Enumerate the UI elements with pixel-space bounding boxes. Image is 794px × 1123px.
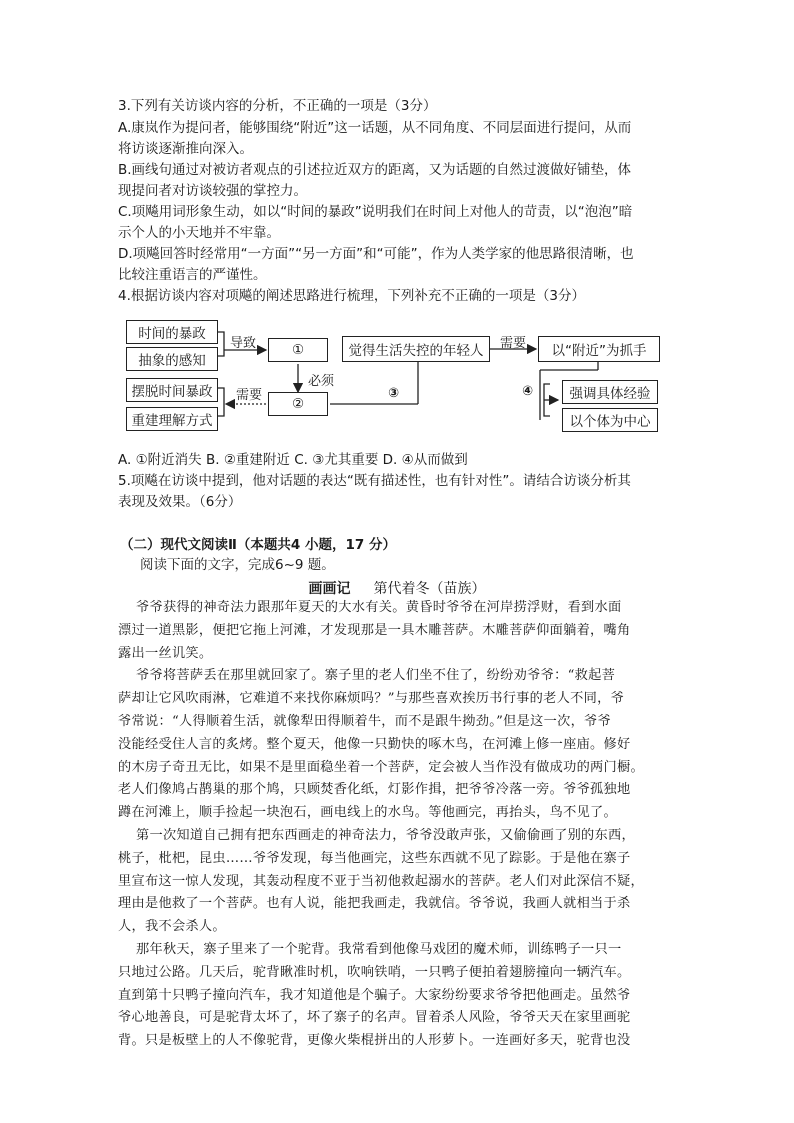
label-blank-4: ④ [522, 384, 534, 399]
story-line: 那年秋天，寨子里来了一个驼背。我常看到他像马戏团的魔术师，训练鸭子一只一 [118, 942, 622, 957]
box-abstract-perception: 抽象的感知 [126, 347, 218, 371]
story-line: 背。只是板壁上的人不像驼背，更像火柴棍拼出的人形萝卜。一连画好多天，驼背也没 [118, 1033, 631, 1049]
story-author: 第代着冬（苗族） [373, 581, 486, 597]
q3-option-b: B.画线句通过对被访者观点的引述拉近双方的距离，又为话题的自然过渡做好铺垫，体 [118, 162, 632, 178]
box-nearby-grip: 以“附近”为抓手 [538, 336, 660, 362]
story-line: 里宣布这一惊人发现，其轰动程度不亚于当初他救起溺水的菩萨。老人们对此深信不疑， [118, 873, 645, 889]
story-line: 的木房子奇丑无比，如果不是里面稳坐着一个菩萨，定会被人当作没有做成功的两门橱。 [118, 759, 645, 775]
section-heading: （二）现代文阅读Ⅱ（本题共4 小题，17 分） [120, 537, 396, 553]
q3-option-a: A.康岚作为提问者，能够围绕“附近”这一话题，从不同角度、不同层面进行提问，从而 [118, 120, 632, 136]
box-concrete-experience: 强调具体经验 [562, 380, 658, 404]
q3-option-c-cont: 示个人的小天地并不牢靠。 [118, 225, 280, 241]
story-line: 直到第十只鸭子撞向汽车，我才知道他是个骗子。大家纷纷要求爷爷把他画走。虽然爷 [118, 987, 631, 1003]
q5-stem-cont: 表现及效果。（6分） [118, 494, 242, 510]
story-line: 理由是他救了一个菩萨。也有人说，能把我画走，我就信。爷爷说，我画人就相当于杀 [118, 896, 631, 912]
q3-option-c: C.项飚用词形象生动，如以“时间的暴政”说明我们在时间上对他人的苛责，以“泡泡”暗 [118, 204, 633, 220]
box-rebuild-understanding: 重建理解方式 [126, 407, 218, 431]
story-line: 蹲在河滩上，顺手捡起一块泡石，画电线上的水鸟。等他画完，再抬头，鸟不见了。 [118, 805, 618, 821]
story-line: 漂过一道黑影，便把它拖上河滩，才发现那是一具木雕菩萨。木雕菩萨仰面躺着，嘴角 [118, 622, 631, 638]
label-must: 必须 [308, 374, 335, 389]
story-title-line [0, 578, 794, 598]
story-title: 画画记 [308, 581, 351, 597]
story-line: 爷爷获得的神奇法力跟那年夏天的大水有关。黄昏时爷爷在河岸捞浮财，看到水面 [118, 600, 622, 615]
story-line: 露出一丝讥笑。 [118, 645, 213, 661]
label-lead-to: 导致 [230, 336, 257, 351]
label-need-left: 需要 [236, 388, 263, 403]
story-line: 人，我不会杀人。 [118, 919, 226, 935]
story-line: 爷常说：“人得顺着生活，就像犁田得顺着牛，而不是跟牛拗劲。”但是这一次，爷爷 [118, 714, 612, 729]
q3-option-d-cont: 比较注重语言的严谨性。 [118, 267, 267, 283]
story-line: 爷爷将菩萨丢在那里就回家了。寨子里的老人们坐不住了，纷纷劝爷爷：“救起菩 [118, 668, 616, 684]
story-line: 只地过公路。几天后，驼背瞅准时机，吹响铁哨，一只鸭子便拍着翅膀撞向一辆汽车。 [118, 964, 631, 980]
box-individual-center: 以个体为中心 [562, 408, 658, 432]
q4-options: A. ①附近消失 B. ②重建附近 C. ③尤其重要 D. ④从而做到 [118, 452, 468, 468]
section-instruction: 阅读下面的文字，完成6~9 题。 [140, 557, 335, 573]
q4-stem: 4.根据访谈内容对项飚的阐述思路进行梳理，下列补充不正确的一项是（3分） [118, 288, 585, 304]
story-line: 萨却让它风吹雨淋，它难道不来找你麻烦吗？”与那些喜欢挨历书行事的老人不同，爷 [118, 691, 625, 707]
box-time-tyranny: 时间的暴政 [126, 320, 218, 344]
box-blank-1: ① [268, 338, 328, 362]
story-line: 爷心地善良，可是驼背太坏了，坏了寨子的名声。冒着杀人风险，爷爷天天在家里画驼 [118, 1010, 631, 1026]
q3-option-b-cont: 现提问者对访谈较强的掌控力。 [118, 183, 307, 199]
flow-diagram [118, 312, 688, 442]
story-line: 没能经受住人言的炙烤。整个夏天，他像一只勤快的啄木鸟，在河滩上修一座庙。修好 [118, 736, 631, 752]
label-blank-3: ③ [388, 386, 400, 401]
story-line: 桃子，枇杷，昆虫……爷爷发现，每当他画完，这些东西就不见了踪影。于是他在寨子 [118, 850, 631, 866]
q3-option-a-cont: 将访谈逐渐推向深入。 [118, 141, 253, 157]
q5-stem: 5.项飚在访谈中提到，他对话题的表达“既有描述性，也有针对性”。请结合访谈分析其 [118, 473, 631, 489]
box-young-people: 觉得生活失控的年轻人 [342, 336, 490, 362]
box-blank-2: ② [268, 392, 328, 416]
q3-option-d: D.项飚回答时经常用“一方面”“另一方面”和“可能”，作为人类学家的他思路很清晰，也 [118, 246, 634, 262]
story-line: 老人们像鸠占鹊巢的那个鸠，只顾焚香化纸，灯影作揖，把爷爷冷落一旁。爷爷孤独地 [118, 782, 631, 798]
story-line: 第一次知道自己拥有把东西画走的神奇法力，爷爷没敢声张，又偷偷画了别的东西， [118, 828, 636, 843]
label-need-right: 需要 [500, 336, 527, 351]
q3-stem: 3.下列有关访谈内容的分析，不正确的一项是（3分） [118, 98, 437, 114]
box-escape-time: 摆脱时间暴政 [126, 378, 218, 402]
